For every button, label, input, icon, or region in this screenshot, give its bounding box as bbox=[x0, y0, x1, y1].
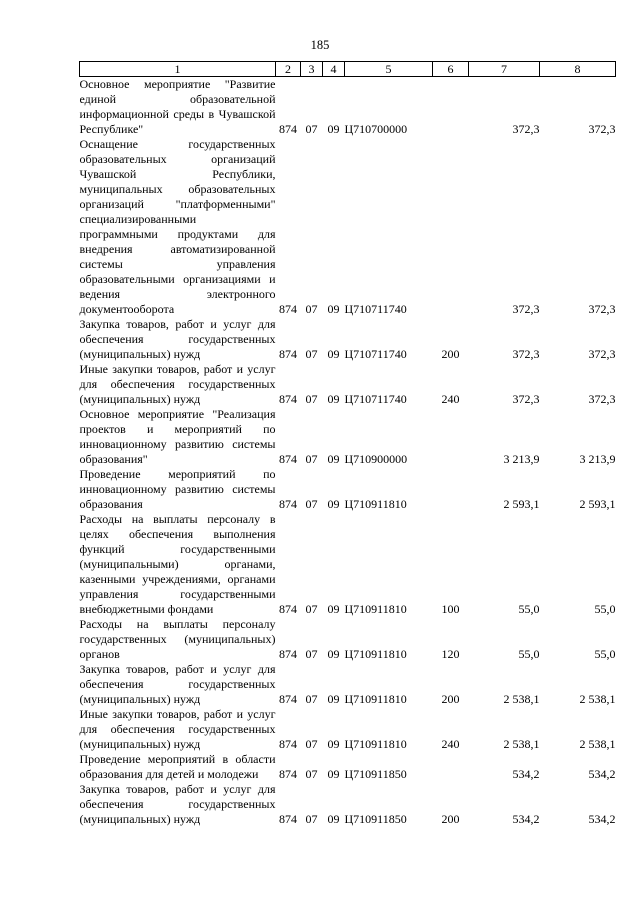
admin-code: 874 bbox=[279, 347, 297, 361]
target-article-code: Ц710711740 bbox=[344, 302, 407, 316]
section-code: 07 bbox=[305, 347, 318, 361]
row-name: Расходы на выплаты персоналу государственных (муниципальных) органов bbox=[79, 617, 276, 661]
table-row bbox=[80, 77, 616, 138]
column-header-6: 6 bbox=[433, 62, 469, 77]
table-row bbox=[80, 362, 616, 407]
table-row bbox=[80, 137, 616, 317]
section-code: 07 bbox=[305, 737, 318, 751]
section-code: 07 bbox=[305, 767, 318, 781]
amount-col7: 372,3 bbox=[512, 392, 540, 406]
target-article-code: Ц710911850 bbox=[344, 812, 407, 826]
column-header-2: 2 bbox=[276, 62, 301, 77]
column-header-5: 5 bbox=[345, 62, 433, 77]
subsection-code: 09 bbox=[327, 767, 340, 781]
amount-col7: 372,3 bbox=[512, 122, 540, 136]
row-name: Оснащение государственных образовательных организаций Чувашской Республики, муниципальных образовательных организаций "платформенными" специализированными программными продуктами для внедрения автоматизированной системы управления образовательными организациями и ведения электронного документооборота bbox=[79, 137, 276, 316]
table-row bbox=[80, 662, 616, 707]
amount-col8: 55,0 bbox=[594, 602, 616, 616]
row-name: Основное мероприятие "Развитие единой образовательной информационной среды в Чувашской Республике" bbox=[79, 77, 276, 136]
row-name: Основное мероприятие "Реализация проектов и мероприятий по инновационному развитию системы образования" bbox=[79, 407, 276, 466]
section-code: 07 bbox=[305, 497, 318, 511]
amount-col8: 534,2 bbox=[588, 812, 616, 826]
expense-type-code bbox=[433, 77, 469, 138]
expense-type-code: 200 bbox=[441, 692, 460, 706]
admin-code: 874 bbox=[279, 602, 297, 616]
amount-col8: 372,3 bbox=[588, 302, 616, 316]
column-header-7: 7 bbox=[469, 62, 540, 77]
subsection-code: 09 bbox=[327, 452, 340, 466]
subsection-code: 09 bbox=[327, 497, 340, 511]
row-name: Закупка товаров, работ и услуг для обеспечения государственных (муниципальных) нужд bbox=[79, 317, 276, 361]
admin-code: 874 bbox=[279, 452, 297, 466]
expense-type-code bbox=[433, 467, 469, 512]
target-article-code: Ц710900000 bbox=[344, 452, 408, 466]
admin-code: 874 bbox=[279, 302, 297, 316]
amount-col7: 3 213,9 bbox=[503, 452, 540, 466]
column-header-8: 8 bbox=[540, 62, 616, 77]
amount-col8: 2 538,1 bbox=[579, 692, 616, 706]
amount-col7: 2 538,1 bbox=[503, 737, 540, 751]
amount-col7: 55,0 bbox=[518, 647, 540, 661]
admin-code: 874 bbox=[279, 692, 297, 706]
table-row bbox=[80, 467, 616, 512]
expense-type-code: 200 bbox=[441, 347, 460, 361]
target-article-code: Ц710711740 bbox=[344, 347, 407, 361]
subsection-code: 09 bbox=[327, 647, 340, 661]
table-row bbox=[80, 407, 616, 467]
amount-col7: 372,3 bbox=[512, 347, 540, 361]
target-article-code: Ц710911810 bbox=[344, 692, 407, 706]
target-article-code: Ц710911810 bbox=[344, 647, 407, 661]
expense-type-code bbox=[433, 407, 469, 467]
amount-col8: 534,2 bbox=[588, 767, 616, 781]
admin-code: 874 bbox=[279, 737, 297, 751]
section-code: 07 bbox=[305, 647, 318, 661]
section-code: 07 bbox=[305, 692, 318, 706]
amount-col7: 534,2 bbox=[512, 767, 540, 781]
target-article-code: Ц710911850 bbox=[344, 767, 407, 781]
target-article-code: Ц710911810 bbox=[344, 497, 407, 511]
table-row bbox=[80, 317, 616, 362]
expense-type-code: 240 bbox=[441, 737, 460, 751]
target-article-code: Ц710911810 bbox=[344, 737, 407, 751]
amount-col7: 534,2 bbox=[512, 812, 540, 826]
row-name: Закупка товаров, работ и услуг для обеспечения государственных (муниципальных) нужд bbox=[79, 662, 276, 706]
budget-table bbox=[79, 61, 616, 827]
table-row bbox=[80, 617, 616, 662]
target-article-code: Ц710711740 bbox=[344, 392, 407, 406]
amount-col8: 2 538,1 bbox=[579, 737, 616, 751]
column-header-3: 3 bbox=[301, 62, 323, 77]
admin-code: 874 bbox=[279, 392, 297, 406]
amount-col8: 2 593,1 bbox=[579, 497, 616, 511]
expense-type-code: 100 bbox=[441, 602, 460, 616]
row-name: Закупка товаров, работ и услуг для обеспечения государственных (муниципальных) нужд bbox=[79, 782, 276, 826]
expense-type-code: 240 bbox=[441, 392, 460, 406]
amount-col7: 55,0 bbox=[518, 602, 540, 616]
row-name: Иные закупки товаров, работ и услуг для обеспечения государственных (муниципальных) нужд bbox=[79, 707, 276, 751]
section-code: 07 bbox=[305, 122, 318, 136]
amount-col7: 372,3 bbox=[512, 302, 540, 316]
amount-col8: 372,3 bbox=[588, 392, 616, 406]
admin-code: 874 bbox=[279, 647, 297, 661]
table-row bbox=[80, 707, 616, 752]
subsection-code: 09 bbox=[327, 122, 340, 136]
section-code: 07 bbox=[305, 812, 318, 826]
column-header-4: 4 bbox=[323, 62, 345, 77]
subsection-code: 09 bbox=[327, 692, 340, 706]
page-number: 185 bbox=[310, 38, 330, 52]
target-article-code: Ц710911810 bbox=[344, 602, 407, 616]
row-name: Иные закупки товаров, работ и услуг для обеспечения государственных (муниципальных) нужд bbox=[79, 362, 276, 406]
admin-code: 874 bbox=[279, 767, 297, 781]
table-header-row bbox=[80, 62, 616, 77]
subsection-code: 09 bbox=[327, 392, 340, 406]
expense-type-code bbox=[433, 752, 469, 782]
row-name: Расходы на выплаты персоналу в целях обеспечения выполнения функций государственными (муниципальными) органами, казенными учреждениями, органами управления государственными внебюджетными фондами bbox=[79, 512, 276, 616]
subsection-code: 09 bbox=[327, 602, 340, 616]
amount-col8: 55,0 bbox=[594, 647, 616, 661]
table-row bbox=[80, 782, 616, 827]
section-code: 07 bbox=[305, 602, 318, 616]
table-row bbox=[80, 512, 616, 617]
row-name: Проведение мероприятий по инновационному развитию системы образования bbox=[79, 467, 276, 511]
amount-col8: 372,3 bbox=[588, 347, 616, 361]
amount-col8: 372,3 bbox=[588, 122, 616, 136]
amount-col7: 2 538,1 bbox=[503, 692, 540, 706]
section-code: 07 bbox=[305, 302, 318, 316]
column-header-1: 1 bbox=[80, 62, 276, 77]
expense-type-code bbox=[433, 137, 469, 317]
subsection-code: 09 bbox=[327, 812, 340, 826]
amount-col8: 3 213,9 bbox=[579, 452, 616, 466]
subsection-code: 09 bbox=[327, 347, 340, 361]
admin-code: 874 bbox=[279, 812, 297, 826]
subsection-code: 09 bbox=[327, 737, 340, 751]
section-code: 07 bbox=[305, 392, 318, 406]
table-row bbox=[80, 752, 616, 782]
section-code: 07 bbox=[305, 452, 318, 466]
row-name: Проведение мероприятий в области образования для детей и молодежи bbox=[79, 752, 276, 781]
admin-code: 874 bbox=[279, 497, 297, 511]
subsection-code: 09 bbox=[327, 302, 340, 316]
expense-type-code: 200 bbox=[441, 812, 460, 826]
admin-code: 874 bbox=[279, 122, 297, 136]
amount-col7: 2 593,1 bbox=[503, 497, 540, 511]
target-article-code: Ц710700000 bbox=[344, 122, 408, 136]
expense-type-code: 120 bbox=[441, 647, 460, 661]
